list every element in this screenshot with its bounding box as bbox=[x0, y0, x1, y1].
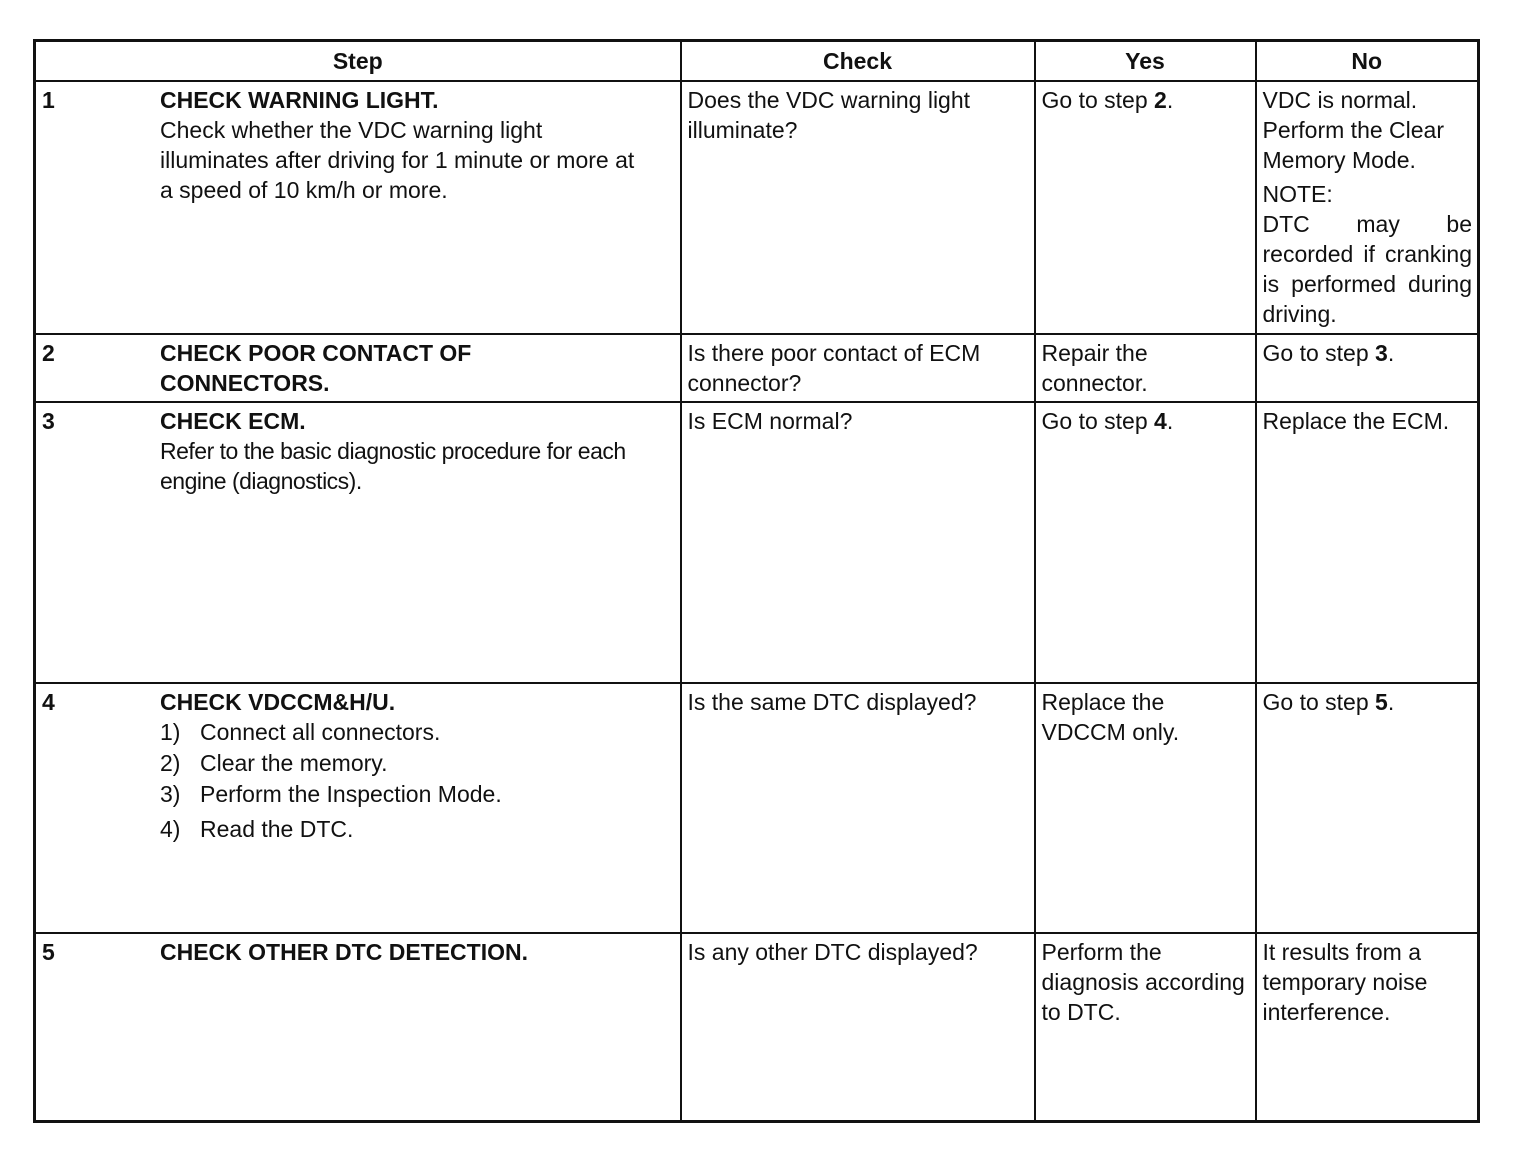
yes-cell: Perform the diagnosis according to DTC. bbox=[1035, 933, 1256, 1121]
check-cell: Is ECM normal? bbox=[681, 402, 1035, 683]
list-item bbox=[160, 748, 675, 778]
table-row bbox=[35, 81, 1479, 334]
step-cell bbox=[35, 334, 681, 402]
step-title: CHECK POOR CONTACT OF CONNECTORS. bbox=[160, 340, 472, 396]
yes-text: Go to step bbox=[1041, 408, 1155, 434]
step-title: CHECK VDCCM&H/U. bbox=[160, 689, 396, 715]
table-row bbox=[35, 334, 1479, 402]
substep-index: 1) bbox=[160, 719, 181, 745]
no-cell: Replace the ECM. bbox=[1256, 402, 1479, 683]
step-number: 1 bbox=[42, 87, 55, 113]
header-no: No bbox=[1256, 41, 1479, 82]
no-cell bbox=[1256, 81, 1479, 334]
step-cell bbox=[35, 933, 681, 1121]
no-text: Go to step bbox=[1262, 340, 1376, 366]
step-number: 2 bbox=[42, 340, 55, 366]
check-cell: Is any other DTC displayed? bbox=[681, 933, 1035, 1121]
substep-text: Clear the memory. bbox=[200, 750, 388, 776]
no-line: Perform the Clear bbox=[1262, 117, 1445, 143]
header-yes: Yes bbox=[1035, 41, 1256, 82]
step-link: 3 bbox=[1375, 340, 1388, 366]
header-row bbox=[35, 41, 1479, 82]
substep-index: 3) bbox=[160, 781, 181, 807]
substep-list bbox=[160, 717, 675, 844]
header-check: Check bbox=[681, 41, 1035, 82]
yes-cell: Replace the VDCCM only. bbox=[1035, 683, 1256, 933]
substep-index: 4) bbox=[160, 816, 181, 842]
step-link: 5 bbox=[1375, 689, 1388, 715]
no-cell: It results from a temporary noise interference. bbox=[1256, 933, 1479, 1121]
yes-text: Go to step bbox=[1041, 87, 1155, 113]
substep-text: Connect all connectors. bbox=[200, 719, 441, 745]
step-link: 4 bbox=[1154, 408, 1167, 434]
step-link: 2 bbox=[1154, 87, 1167, 113]
table-row bbox=[35, 402, 1479, 683]
step-number: 4 bbox=[42, 689, 55, 715]
yes-suffix: . bbox=[1166, 87, 1174, 113]
table-row bbox=[35, 933, 1479, 1121]
step-cell bbox=[35, 81, 681, 334]
step-cell bbox=[35, 402, 681, 683]
step-title: CHECK OTHER DTC DETECTION. bbox=[160, 939, 528, 965]
step-cell bbox=[35, 683, 681, 933]
list-item bbox=[160, 779, 675, 809]
no-cell bbox=[1256, 683, 1479, 933]
list-item bbox=[160, 717, 675, 747]
substep-text: Read the DTC. bbox=[200, 816, 354, 842]
check-cell: Is there poor contact of ECM connector? bbox=[681, 334, 1035, 402]
yes-cell: Repair the connector. bbox=[1035, 334, 1256, 402]
no-line: Memory Mode. bbox=[1262, 147, 1416, 173]
check-cell: Is the same DTC displayed? bbox=[681, 683, 1035, 933]
check-cell: Does the VDC warning light illuminate? bbox=[681, 81, 1035, 334]
step-description: Refer to the basic diagnostic procedure for each engine (diagnostics). bbox=[160, 438, 626, 494]
header-step: Step bbox=[35, 41, 681, 82]
step-number: 3 bbox=[42, 408, 55, 434]
no-suffix: . bbox=[1387, 689, 1395, 715]
substep-index: 2) bbox=[160, 750, 181, 776]
note-text: DTC may be recorded if cranking is performed during driving. bbox=[1262, 211, 1472, 327]
step-number: 5 bbox=[42, 939, 55, 965]
no-cell bbox=[1256, 334, 1479, 402]
yes-suffix: . bbox=[1166, 408, 1174, 434]
yes-cell bbox=[1035, 81, 1256, 334]
table-row bbox=[35, 683, 1479, 933]
substep-text: Perform the Inspection Mode. bbox=[200, 781, 502, 807]
no-line: VDC is normal. bbox=[1262, 87, 1418, 113]
step-title: CHECK WARNING LIGHT. bbox=[160, 87, 439, 113]
no-text: Go to step bbox=[1262, 689, 1376, 715]
no-suffix: . bbox=[1387, 340, 1395, 366]
diagnostic-table bbox=[33, 39, 1480, 1123]
step-description: Check whether the VDC warning light illuminates after driving for 1 minute or more at a speed of 10 km/h or more. bbox=[160, 117, 635, 203]
list-item bbox=[160, 814, 675, 844]
step-title: CHECK ECM. bbox=[160, 408, 306, 434]
note-label: NOTE: bbox=[1262, 181, 1333, 207]
yes-cell bbox=[1035, 402, 1256, 683]
